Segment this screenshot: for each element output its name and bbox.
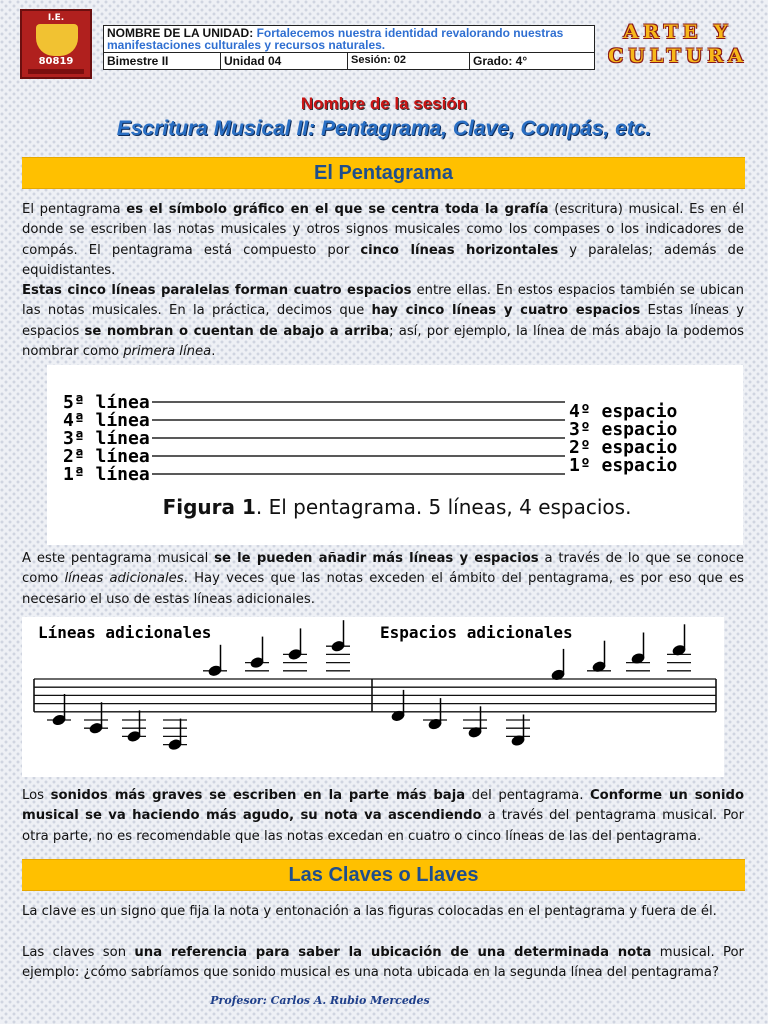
text-run: ; así, por ejemplo, la línea de más abajo la podemos nombrar como (22, 323, 744, 359)
text-run: líneas adicionales (64, 571, 184, 587)
right-diagram-title: Espacios adicionales (380, 623, 573, 642)
session-title: Escritura Musical II: Pentagrama, Clave, Compás, etc. (116, 117, 652, 140)
text-run: sonidos más graves se escriben en la parte más baja (50, 788, 466, 803)
text-run: La clave es un signo que fija la nota y entonación a las figuras colocadas en el pentagrama y fuera de él. (22, 904, 717, 919)
left-diagram-title: Líneas adicionales (38, 623, 212, 642)
unit-name-cell (104, 26, 595, 53)
subject-line2: CULTURA (608, 45, 748, 67)
text-run: se le pueden añadir más líneas y espacios (214, 551, 539, 566)
staff-lines (152, 402, 565, 474)
text-run: a través de lo que se conoce como (22, 551, 745, 587)
text-run: Estas líneas y espacios (22, 303, 744, 339)
unidad-cell: Unidad 04 (221, 53, 348, 70)
paragraph-sonidos-graves (22, 786, 744, 847)
text-run: hay cinco líneas y cuatro espacios (371, 303, 641, 319)
text-run: Los (22, 788, 51, 803)
text-run: . (211, 343, 216, 359)
ledger-diagram (22, 617, 724, 777)
paragraph-pentagrama-definition (22, 200, 744, 281)
unit-label: NOMBRE DE LA UNIDAD: (107, 26, 254, 40)
text-run: musical. Por ejemplo: ¿cómo sabríamos que sonido musical es una nota ubicada en la segunda línea del pentagrama? (22, 945, 744, 981)
text-run: entre ellas. En estos espacios también se ubican las notas musicales. En la práctica, decimos que (22, 283, 744, 319)
text-run: El pentagrama (22, 202, 127, 217)
unit-info-table (103, 25, 595, 70)
text-run: se nombran o cuentan de abajo a arriba (84, 323, 390, 339)
bimestre-cell: Bimestre II (104, 53, 221, 70)
teacher-signature: Profesor: Carlos A. Rubio Mercedes (210, 994, 430, 1007)
school-logo (20, 9, 92, 79)
subject-line1: ARTE Y (623, 21, 733, 43)
subject-title (598, 20, 758, 68)
logo-bar (28, 69, 84, 74)
figure-lineas-espacios-adicionales (22, 617, 724, 777)
line-label: 5ª línea (63, 392, 150, 413)
paragraph-lineas-espacios (22, 281, 744, 362)
session-label: Nombre de la sesión (300, 94, 468, 113)
shield-icon (36, 24, 78, 56)
text-run: es el símbolo gráfico en el que se centra toda la grafía (126, 202, 549, 217)
text-run: del pentagrama. (465, 788, 590, 803)
section-pentagrama-heading: El Pentagrama (22, 157, 745, 189)
line-label: 4ª línea (63, 410, 150, 431)
figure1-caption-text: . El pentagrama. 5 líneas, 4 espacios. (255, 495, 632, 519)
ledger-staff (34, 679, 716, 712)
logo-text: I.E. (47, 13, 65, 23)
space-label: 2º espacio (569, 437, 678, 458)
text-run: Estas cinco líneas paralelas forman cuatro espacios (22, 283, 412, 298)
figure-pentagrama (47, 365, 743, 545)
logo-number: 80819 (38, 56, 74, 67)
text-run: a través del pentagrama musical. Por otra parte, no es recomendable que las notas excedan en cuatro o cinco líneas de las del pentagrama. (22, 808, 744, 844)
text-run: cinco líneas horizontales (360, 242, 559, 258)
line-label: 3ª línea (63, 428, 150, 449)
text-run: A este pentagrama musical (22, 551, 215, 566)
text-run: . Hay veces que las notas exceden el ámbito del pentagrama, es por eso que es necesario el uso de estas líneas adicionales. (22, 571, 744, 607)
text-run: y paralelas; además de equidistantes. (22, 242, 744, 278)
space-label: 4º espacio (569, 401, 678, 422)
text-run: Conforme un sonido musical se va haciendo más agudo, su nota va ascendiendo (22, 788, 745, 824)
space-label: 1º espacio (569, 455, 678, 476)
unit-name: Fortalecemos nuestra identidad revalorando nuestras manifestaciones culturales y recursos naturales. (107, 26, 564, 52)
text-run: (escritura) musical. Es en él donde se escriben las notas musicales y otros signos musicales como los compases o los indicadores de compás. El pentagrama está compuesto por (22, 202, 744, 258)
line-label: 1ª línea (63, 464, 150, 485)
text-run: Las claves son (22, 945, 135, 960)
paragraph-clave-definition (22, 902, 744, 922)
grado-cell: Grado: 4° (470, 53, 595, 70)
figure1-caption-bold: Figura 1 (162, 495, 256, 519)
text-run: una referencia para saber la ubicación de una determinada nota (134, 945, 652, 960)
paragraph-lineas-adicionales (22, 549, 744, 610)
text-run: primera línea (123, 343, 212, 359)
figure1-caption (77, 495, 717, 519)
paragraph-claves-referencia (22, 943, 744, 984)
sesion-cell: Sesión: 02 (348, 53, 470, 70)
section-claves-heading: Las Claves o Llaves (22, 859, 745, 891)
space-label: 3º espacio (569, 419, 678, 440)
line-label: 2ª línea (63, 446, 150, 467)
